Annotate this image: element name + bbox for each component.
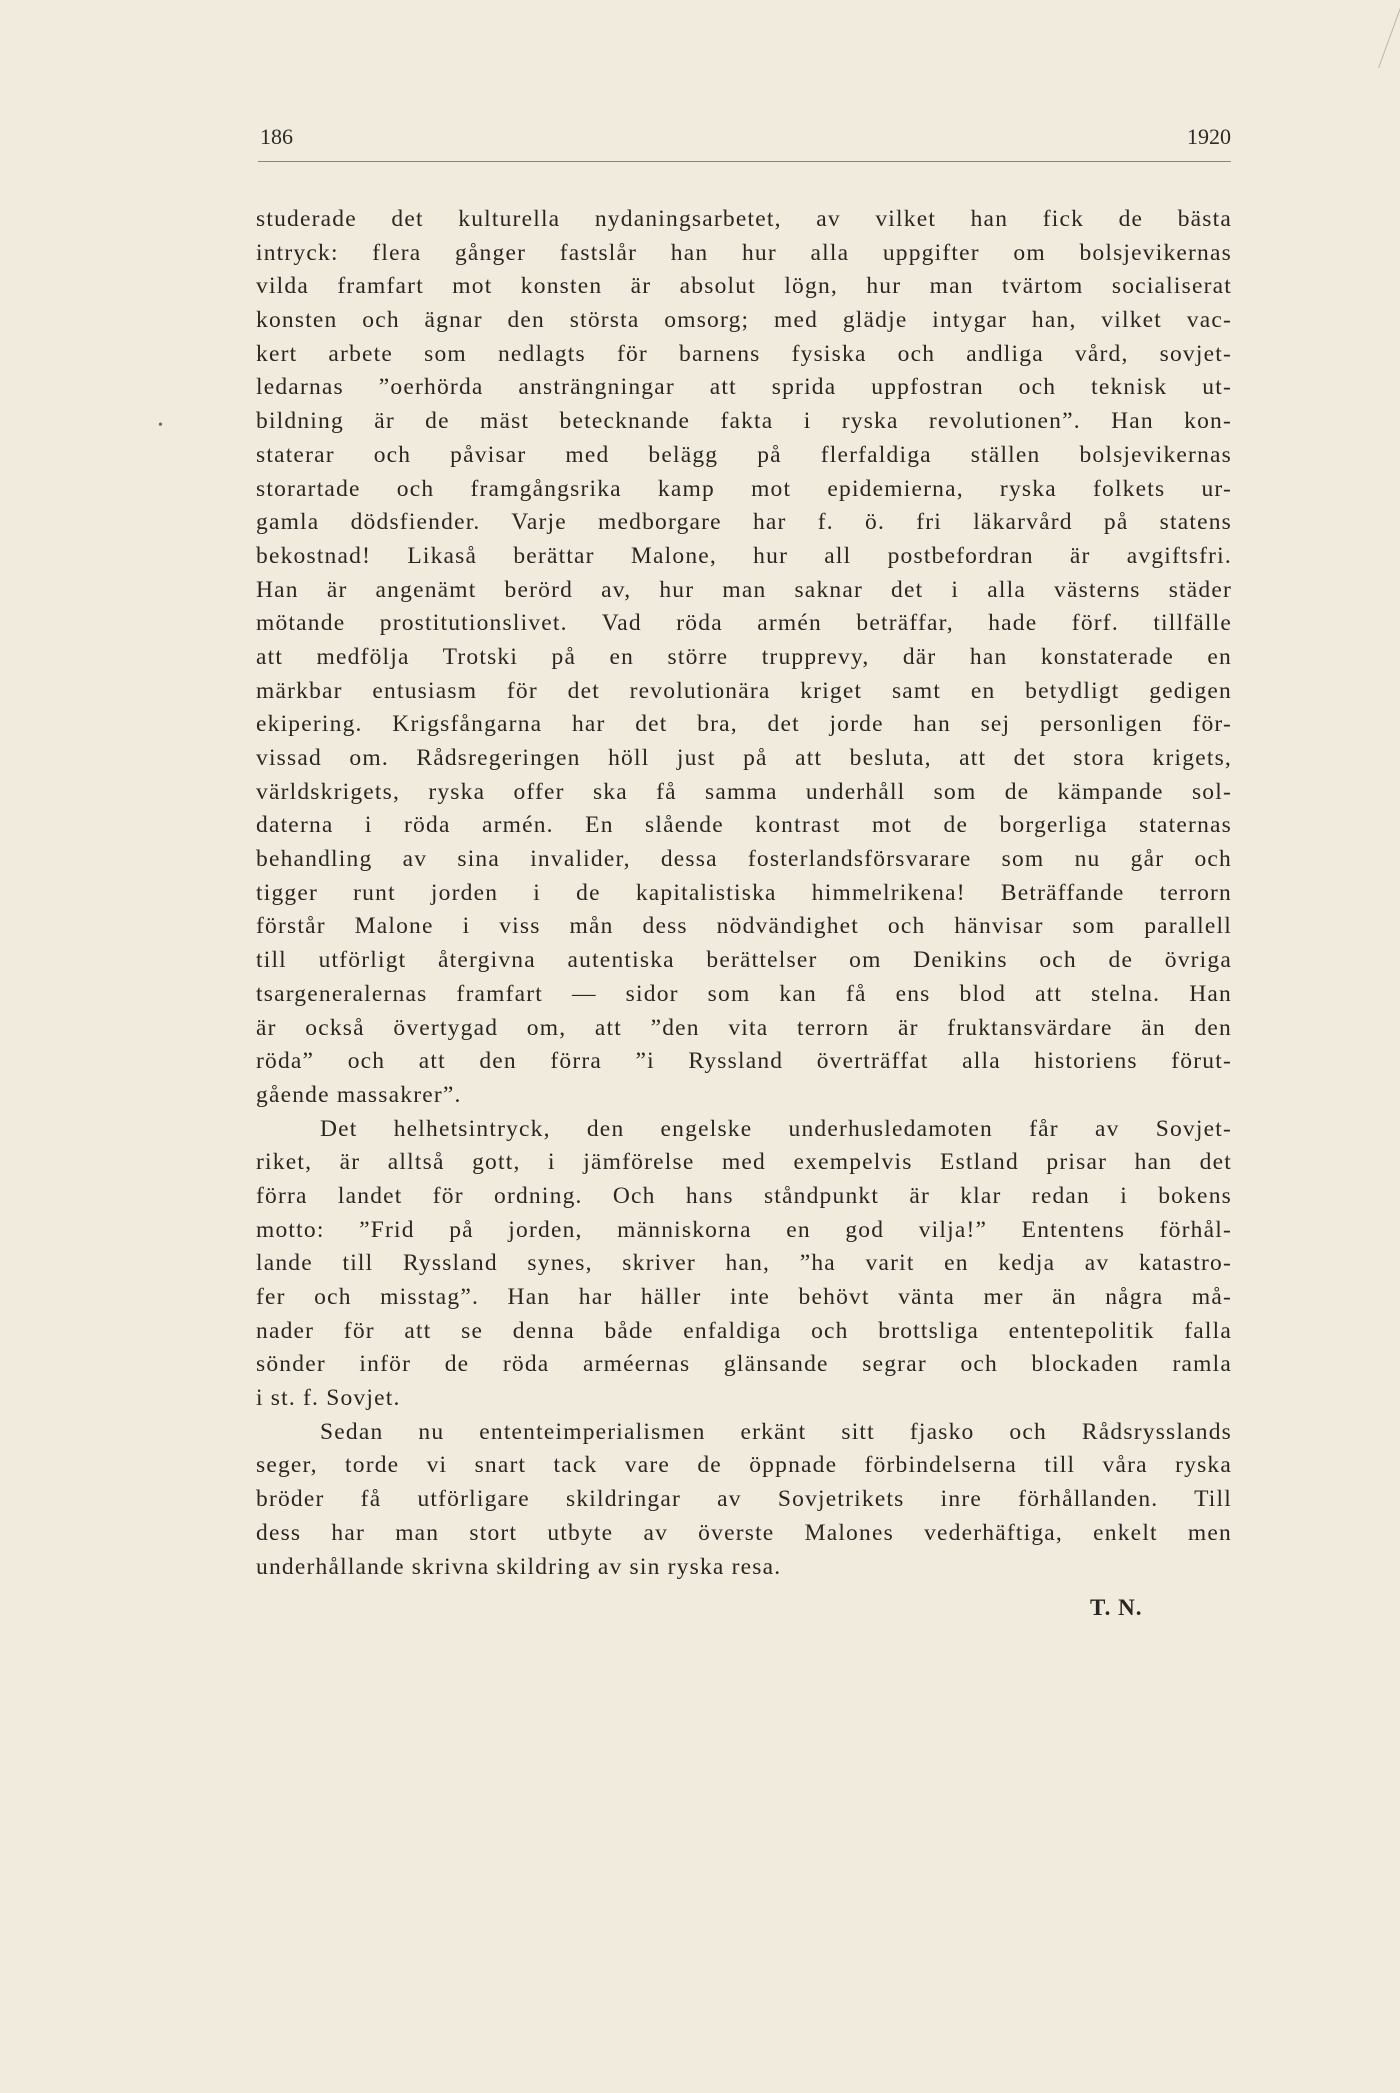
margin-speck: • [158,418,163,433]
text-line: vissad om. Rådsregeringen höll just på att besluta, att det stora krigets, [256,745,1232,771]
text-line: lande till Ryssland synes, skriver han, ”ha varit en kedja av katastro- [256,1250,1232,1277]
text-line: dess har man stort utbyte av överste Malones vederhäftiga, enkelt men [256,1519,1232,1546]
text-line: ledarnas ”oerhörda ansträngningar att sprida uppfostran och teknisk ut- [256,374,1232,401]
running-header [258,124,1231,164]
text-line: bröder få utförligare skildringar av Sovjetrikets inre förhållanden. Till [256,1486,1232,1513]
text-line: röda” och att den förra ”i Ryssland överträffat alla historiens förut- [256,1048,1232,1075]
text-line: intryck: flera gånger fastslår han hur alla uppgifter om bolsjevikernas [256,239,1232,266]
page-corner-fold [1346,8,1400,68]
text-line: Det helhetsintryck, den engelske underhusledamoten får av Sovjet- [320,1115,1232,1142]
text-line: konsten och ägnar den största omsorg; med glädje intygar han, vilket vac- [256,307,1232,334]
text-line: världskrigets, ryska offer ska få samma underhåll som de kämpande sol- [256,778,1232,805]
page-number: 186 [260,124,293,149]
text-line: vilda framfart mot konsten är absolut lögn, hur man tvärtom socialiserat [256,273,1232,300]
text-line: att medfölja Trotski på en större trupprevy, där han konstaterade en [256,643,1232,670]
author-signature: T. N. [1090,1595,1143,1620]
text-line: till utförligt återgivna autentiska berättelser om Denikins och de övriga [256,947,1232,974]
text-line: studerade det kulturella nydaningsarbetet, av vilket han fick de bästa [256,206,1232,232]
text-line: mötande prostitutionslivet. Vad röda armén beträffar, hade förf. tillfälle [256,610,1232,637]
text-line: är också övertygad om, att ”den vita terrorn är fruktansvärdare än den [256,1014,1232,1041]
text-line: märkbar entusiasm för det revolutionära kriget samt en betydligt gedigen [256,677,1232,704]
header-year: 1920 [1187,124,1231,149]
header-rule [258,161,1231,162]
text-line: gamla dödsfiender. Varje medborgare har f. ö. fri läkarvård på statens [256,509,1232,536]
text-line: bekostnad! Likaså berättar Malone, hur all postbefordran är avgiftsfri. [256,542,1232,569]
text-line: seger, torde vi snart tack vare de öppnade förbindelserna till våra ryska [256,1452,1232,1479]
text-line: förra landet för ordning. Och hans ståndpunkt är klar redan i bokens [256,1182,1232,1209]
text-line: förstår Malone i viss mån dess nödvändighet och hänvisar som parallell [256,913,1232,940]
text-line: kert arbete som nedlagts för barnens fysiska och andliga vård, sovjet- [256,340,1232,367]
text-line: ekipering. Krigsfångarna har det bra, det jorde han sej personligen för- [256,711,1232,738]
article-body [256,203,1232,1584]
text-line: behandling av sina invalider, dessa fosterlandsförsvarare som nu går och [256,846,1232,873]
text-line: storartade och framgångsrika kamp mot epidemierna, ryska folkets ur- [256,475,1232,502]
text-line: i st. f. Sovjet. [256,1385,401,1412]
text-line: daterna i röda armén. En slående kontrast mot de borgerliga staternas [256,812,1232,839]
text-line: tigger runt jorden i de kapitalistiska himmelrikena! Beträffande terrorn [256,879,1232,906]
text-line: nader för att se denna både enfaldiga och brottsliga ententepolitik falla [256,1317,1232,1344]
text-line: underhållande skrivna skildring av sin ryska resa. [256,1553,782,1580]
text-line: tsargeneralernas framfart — sidor som kan få ens blod att stelna. Han [256,980,1232,1007]
text-line: sönder inför de röda arméernas glänsande segrar och blockaden ramla [256,1351,1232,1378]
text-line: bildning är de mäst betecknande fakta i ryska revolutionen”. Han kon- [256,408,1232,435]
text-line: gående massakrer”. [256,1081,462,1108]
text-line: fer och misstag”. Han har häller inte behövt vänta mer än några må- [256,1284,1232,1310]
text-line: motto: ”Frid på jorden, människorna en god vilja!” Ententens förhål- [256,1216,1232,1243]
text-line: Han är angenämt berörd av, hur man saknar det i alla västerns städer [256,576,1232,603]
text-line: riket, är alltså gott, i jämförelse med exempelvis Estland prisar han det [256,1149,1232,1176]
text-line: staterar och påvisar med belägg på flerfaldiga ställen bolsjevikernas [256,441,1232,468]
text-line: Sedan nu ententeimperialismen erkänt sitt fjasko och Rådsrysslands [320,1418,1232,1445]
